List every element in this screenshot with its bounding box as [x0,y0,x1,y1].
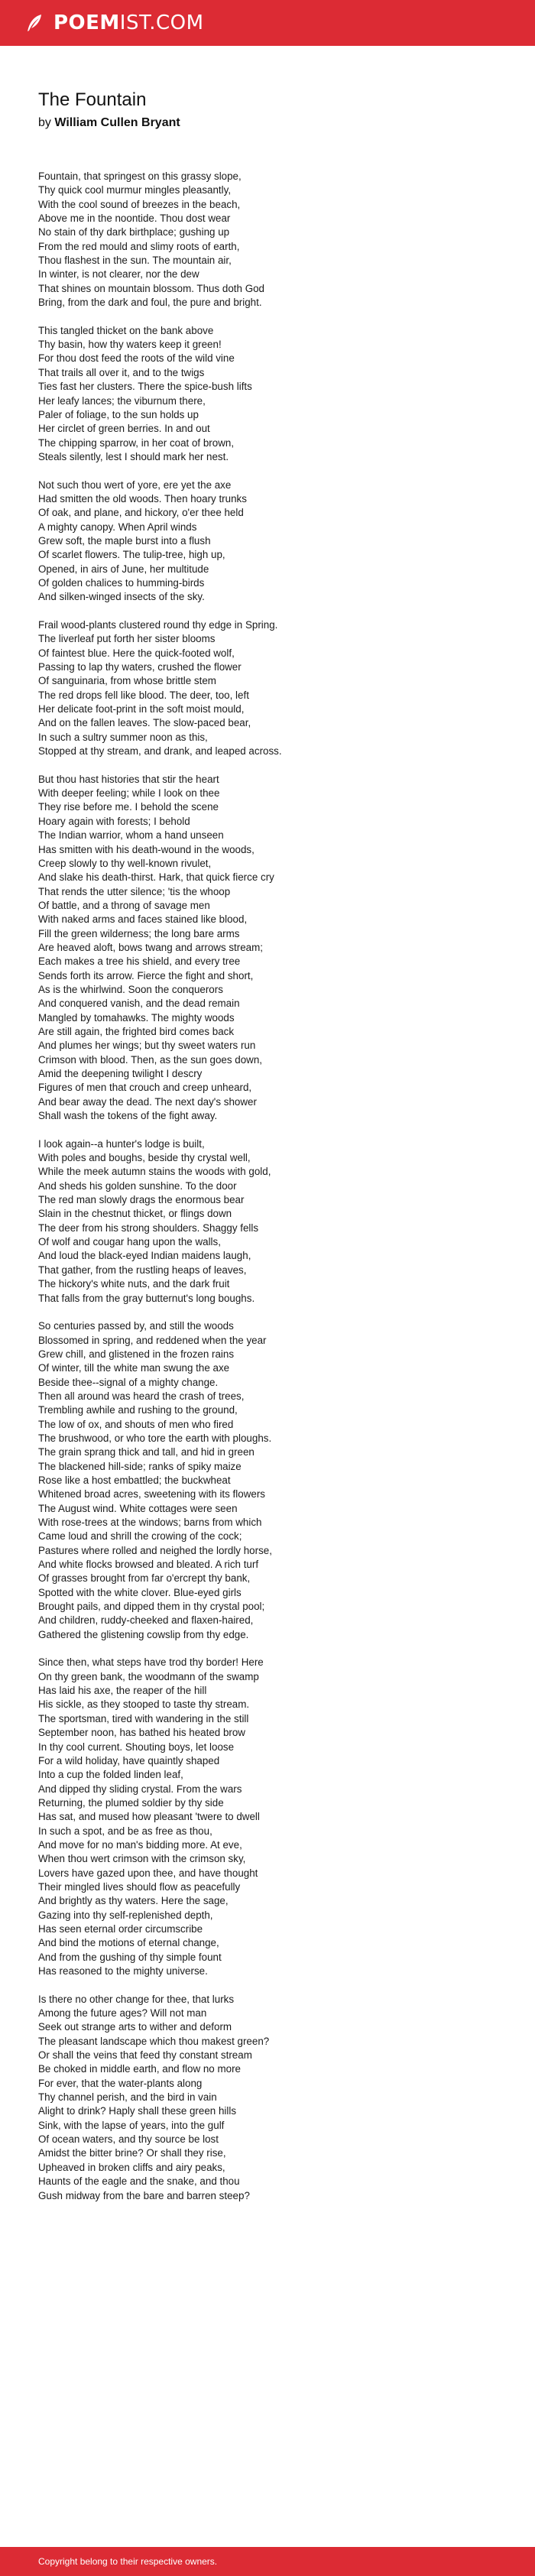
poem-line: Her circlet of green berries. In and out [38,423,210,435]
poem-line: Beside thee--signal of a mighty change. [38,1376,219,1388]
poem-line: Blossomed in spring, and reddened when the year [38,1334,267,1346]
poem-line: Of sanguinaria, from whose brittle stem [38,675,216,687]
poem-line: Of grasses brought from far o'ercrept thy bank, [38,1572,251,1585]
poem-line: Thy channel perish, and the bird in vain [38,2091,217,2104]
poem-line: Is there no other change for thee, that lurks [38,1993,235,2005]
poem-line: Sink, with the lapse of years, into the gulf [38,2119,225,2131]
poem-line: Rose like a host embattled; the buckwheat [38,1474,231,1486]
poem-line: Among the future ages? Will not man [38,2007,207,2020]
copyright-notice: Copyright belong to their respective owners. [38,2556,218,2567]
poem-line: Of ocean waters, and thy source be lost [38,2133,219,2146]
poem-line: The liverleaf put forth her sister blooms [38,633,216,645]
poem-line: Amid the deepening twilight I descry [38,1068,203,1079]
poem-line: Has laid his axe, the reaper of the hill [38,1685,207,1697]
poem-line: When thou wert crimson with the crimson sky, [38,1853,246,1865]
poem-line: Of wolf and cougar hang upon the walls, [38,1236,221,1248]
poem-line: Her delicate foot-print in the soft moist mould, [38,703,245,715]
poem-line: A mighty canopy. When April winds [38,521,197,533]
poem-line: This tangled thicket on the bank above [38,324,214,336]
poem-line: Not such thou wert of yore, ere yet the axe [38,479,232,491]
poem-line: Gush midway from the bare and barren steep? [38,2189,250,2201]
poem-stanza [38,773,497,1124]
poem-stanza [38,1137,497,1306]
poem-line: Seek out strange arts to wither and deform [38,2021,232,2033]
poem-line: The pleasant landscape which thou makest green? [38,2035,270,2047]
poem-line: Of oak, and plane, and hickory, o'er thee held [38,507,244,519]
poem-line: On thy green bank, the woodmann of the swamp [38,1670,259,1682]
poem-line: And bear away the dead. The next day's shower [38,1095,257,1108]
poem-line: Are still again, the frighted bird comes back [38,1025,235,1037]
poem-stanza [38,1656,497,1978]
poem-line: Pastures where rolled and neighed the lordly horse, [38,1544,272,1556]
feather-pen-icon [24,13,44,33]
poem-content [0,46,535,2203]
poem-line: Steals silently, lest I should mark her nest. [38,450,229,462]
footer-bar [0,2547,535,2576]
poem-line: Opened, in airs of June, her multitude [38,563,209,575]
poem-line: I look again--a hunter's lodge is built, [38,1137,205,1150]
poem-line: Gathered the glistening cowslip from thy edge. [38,1628,249,1640]
poem-line: Ties fast her clusters. There the spice-bush lifts [38,381,252,393]
poem-line: Thou flashest in the sun. The mountain air, [38,255,232,267]
poem-byline [38,115,497,131]
poem-stanza [38,1319,497,1642]
poem-line: With rose-trees at the windows; barns from which [38,1517,262,1528]
poem-line: With the cool sound of breezes in the beach, [38,198,241,210]
poem-line: Whitened broad acres, sweetening with its flowers [38,1488,265,1501]
poem-line: And plumes her wings; but thy sweet waters run [38,1040,256,1052]
poem-line: Of golden chalices to humming-birds [38,576,205,589]
poem-stanza [38,324,497,464]
poem-line: Sends forth its arrow. Fierce the fight and short, [38,969,254,981]
poem-line: Has reasoned to the mighty universe. [38,1965,208,1977]
poem-line: Her leafy lances; the viburnum there, [38,394,206,407]
poem-line: Of battle, and a throng of savage men [38,899,210,911]
poem-line: Grew soft, the maple burst into a flush [38,534,211,547]
poem-line: The sportsman, tired with wandering in the still [38,1712,249,1724]
poem-line: And brightly as thy waters. Here the sage, [38,1895,229,1907]
poem-line: Each makes a tree his shield, and every tree [38,955,241,968]
poem-line: And children, ruddy-cheeked and flaxen-haired, [38,1614,254,1627]
poem-title: The Fountain [38,89,147,110]
poem-line: Of faintest blue. Here the quick-footed wolf, [38,647,235,659]
poem-line: And silken-winged insects of the sky. [38,591,205,603]
poem-line: And sheds his golden sunshine. To the door [38,1179,237,1192]
poem-line: That falls from the gray butternut's long boughs. [38,1292,255,1304]
poem-line: Of winter, till the white man swung the axe [38,1362,230,1374]
poem-line: That shines on mountain blossom. Thus doth God [38,282,265,294]
poem-line: Then all around was heard the crash of trees, [38,1390,245,1402]
poem-line: The brushwood, or who tore the earth with ploughs. [38,1432,272,1444]
poem-line: Stopped at thy stream, and drank, and leaped across. [38,745,282,758]
poem-line: Has smitten with his death-wound in the woods, [38,843,255,855]
author-link[interactable]: William Cullen Bryant [54,116,180,129]
poem-line: Be choked in middle earth, and flow no more [38,2063,241,2075]
poem-line: And move for no man's bidding more. At eve, [38,1838,242,1851]
poem-line: Of scarlet flowers. The tulip-tree, high up, [38,549,225,561]
poem-line: Upheaved in broken cliffs and airy peaks, [38,2161,225,2173]
poem-line: And bind the motions of eternal change, [38,1937,219,1949]
poem-line: Into a cup the folded linden leaf, [38,1769,183,1781]
site-logo[interactable] [24,11,204,34]
poem-line: And slake his death-thirst. Hark, that quick fierce cry [38,871,274,884]
poem-line: As is the whirlwind. Soon the conquerors [38,983,223,995]
poem-line: In such a sultry summer noon as this, [38,731,208,743]
poem-line: And from the gushing of thy simple fount [38,1951,222,1963]
poem-line: That trails all over it, and to the twigs [38,366,205,378]
poem-line: Came loud and shrill the crowing of the cock; [38,1530,242,1543]
poem-line: And white flocks browsed and bleated. A rich turf [38,1559,259,1571]
poem-line: Creep slowly to thy well-known rivulet, [38,857,212,869]
poem-line: Their mingled lives should flow as peacefully [38,1880,241,1893]
poem-line: Are heaved aloft, bows twang and arrows stream; [38,941,263,953]
poem-line: Trembling awhile and rushing to the ground, [38,1404,238,1416]
poem-line: The deer from his strong shoulders. Shaggy fells [38,1221,259,1234]
poem-line: Spotted with the white clover. Blue-eyed girls [38,1586,242,1598]
poem-line: In such a spot, and be as free as thou, [38,1825,212,1837]
poem-line: No stain of thy dark birthplace; gushing up [38,226,230,238]
poem-line: The grain sprang thick and tall, and hid in green [38,1446,255,1458]
poem-line: And on the fallen leaves. The slow-paced bear, [38,717,251,729]
poem-line: Mangled by tomahawks. The mighty woods [38,1011,235,1024]
poem-stanza [38,1993,497,2203]
poem-line: And conquered vanish, and the dead remain [38,998,240,1010]
poem-line: Since then, what steps have trod thy border! Here [38,1656,264,1669]
poem-line: The red drops fell like blood. The deer, too, left [38,689,249,701]
poem-line: So centuries passed by, and still the woods [38,1320,234,1332]
poem-line: With poles and boughs, beside thy crystal well, [38,1152,251,1164]
poem-line: Above me in the noontide. Thou dost wear [38,213,231,225]
poem-line: In thy cool current. Shouting boys, let loose [38,1741,235,1753]
logo-wordmark [54,11,204,34]
poem-line: That rends the utter silence; 'tis the whoop [38,885,231,897]
poem-line: The blackened hill-side; ranks of spiky maize [38,1460,242,1472]
poem-line: And loud the black-eyed Indian maidens laugh, [38,1250,251,1262]
poem-line: The hickory's white nuts, and the dark fruit [38,1278,230,1290]
poem-line: For thou dost feed the roots of the wild vine [38,352,235,365]
poem-line: Frail wood-plants clustered round thy edge in Spring. [38,619,278,631]
poem-line: Grew chill, and glistened in the frozen rains [38,1348,235,1360]
poem-line: Gazing into thy self-replenished depth, [38,1909,213,1921]
poem-line: Paler of foliage, to the sun holds up [38,408,199,420]
poem-stanza [38,479,497,605]
poem-line: The red man slowly drags the enormous bear [38,1194,245,1206]
poem-line: Has sat, and mused how pleasant 'twere to dwell [38,1811,260,1823]
poem-line: Thy basin, how thy waters keep it green! [38,339,222,351]
poem-line: Returning, the plumed soldier by thy side [38,1796,224,1809]
poem-line: Fountain, that springest on this grassy slope, [38,170,242,182]
poem-line: His sickle, as they stooped to taste thy stream. [38,1698,250,1711]
poem-line: In winter, is not clearer, nor the dew [38,268,199,281]
poem-line: Lovers have gazed upon thee, and have thought [38,1867,258,1879]
poem-line: The low of ox, and shouts of men who fired [38,1418,234,1430]
poem-line: Thy quick cool murmur mingles pleasantly, [38,184,232,196]
poem-line: But thou hast histories that stir the heart [38,773,219,785]
poem-line: Hoary again with forests; I behold [38,815,190,827]
poem-line: For ever, that the water-plants along [38,2077,203,2089]
poem-line: With deeper feeling; while I look on thee [38,787,220,800]
poem-line: Shall wash the tokens of the fight away. [38,1110,218,1122]
poem-stanza [38,170,497,310]
poem-line: Bring, from the dark and foul, the pure and bright. [38,297,262,309]
logo-text-light: IST.COM [119,11,204,34]
logo-text-bold: POEM [54,11,120,34]
poem-line: With naked arms and faces stained like blood, [38,913,248,926]
poem-line: And dipped thy sliding crystal. From the wars [38,1783,242,1795]
poem-line: From the red mould and slimy roots of earth, [38,240,240,252]
poem-line: September noon, has bathed his heated brow [38,1727,245,1739]
poem-line: That gather, from the rustling heaps of leaves, [38,1264,247,1276]
poem-line: Fill the green wilderness; the long bare arms [38,927,240,939]
poem-line: Slain in the chestnut thicket, or flings down [38,1208,232,1220]
poem-line: Passing to lap thy waters, crushed the flower [38,661,242,673]
poem-body [38,170,497,2203]
poem-line: Figures of men that crouch and creep unheard, [38,1082,252,1094]
poem-stanza [38,618,497,758]
poem-line: Or shall the veins that feed thy constant stream [38,2049,252,2062]
top-header-bar [0,0,535,46]
poem-line: For a wild holiday, have quaintly shaped [38,1754,220,1767]
poem-line: Crimson with blood. Then, as the sun goes down, [38,1053,263,1066]
poem-line: They rise before me. I behold the scene [38,801,219,813]
poem-line: While the meek autumn stains the woods with gold, [38,1166,271,1178]
poem-line: The Indian warrior, whom a hand unseen [38,829,224,842]
poem-line: Haunts of the eagle and the snake, and thou [38,2175,240,2188]
by-label: by [38,116,51,129]
poem-line: Had smitten the old woods. Then hoary trunks [38,492,247,504]
poem-line: Alight to drink? Haply shall these green hills [38,2105,237,2117]
poem-line: Has seen eternal order circumscribe [38,1922,203,1935]
poem-line: The August wind. White cottages were seen [38,1502,238,1514]
poem-line: Amidst the bitter brine? Or shall they rise, [38,2147,226,2159]
poem-line: The chipping sparrow, in her coat of brown, [38,436,235,449]
poem-line: Brought pails, and dipped them in thy crystal pool; [38,1601,265,1613]
